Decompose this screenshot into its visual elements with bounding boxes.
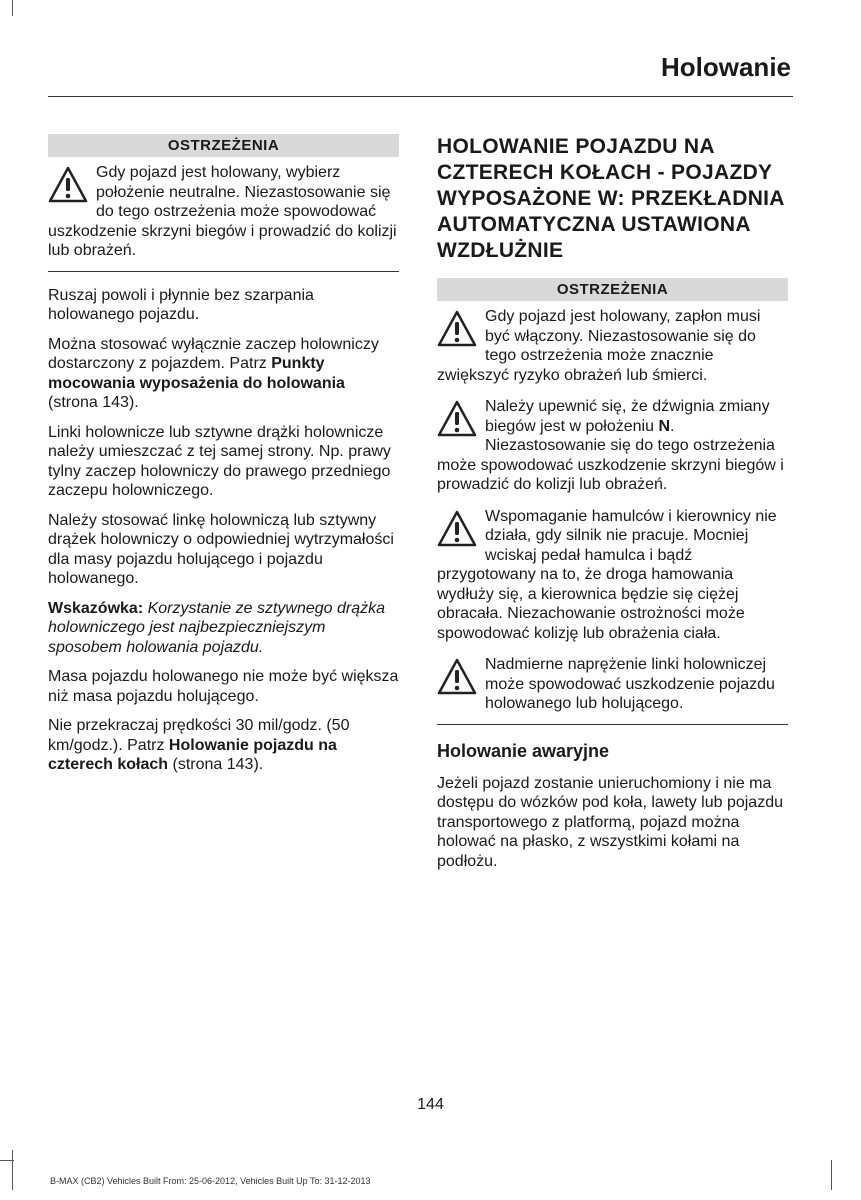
- page-number: 144: [417, 1096, 444, 1113]
- crop-mark: [12, 1150, 13, 1190]
- right-column: [437, 134, 788, 881]
- note: [48, 599, 399, 658]
- crop-mark: [12, 0, 13, 16]
- warning-text: Gdy pojazd jest holowany, wybierz położenie neutralne. Niezastosowanie się do tego ostrzeżenia może spowodować uszkodzenie skrzyni biegów i prowadzić do kolizji lub obrażeń.: [48, 164, 397, 259]
- warning-box: [437, 655, 788, 714]
- crop-mark: [0, 1160, 14, 1161]
- warnings-header: OSTRZEŻENIA: [48, 134, 399, 157]
- paragraph: Można stosować wyłącznie zaczep holowniczy dostarczony z pojazdem. Patrz Punkty mocowania wyposażenia do holowania (strona 143).: [48, 335, 379, 411]
- cross-reference-link[interactable]: Holowanie pojazdu na czterech kołach: [48, 736, 337, 773]
- warning-box: [437, 507, 788, 644]
- warning-box: [437, 397, 788, 495]
- paragraph: Należy stosować linkę holowniczą lub sztywny drążek holowniczy o odpowiedniej wytrzymałości dla masy pojazdu holującego i pojazdu holowanego.: [48, 511, 394, 587]
- paragraph: Ruszaj powoli i płynnie bez szarpania holowanego pojazdu.: [48, 286, 314, 323]
- note-text: Korzystanie ze sztywnego drążka holowniczego jest najbezpieczniejszym sposobem holowania pojazdu.: [48, 599, 386, 656]
- left-column: [48, 134, 399, 785]
- paragraph: Masa pojazdu holowanego nie może być większa niż masa pojazdu holującego.: [48, 668, 399, 705]
- section-title: HOLOWANIE POJAZDU NA CZTERECH KOŁACH - POJAZDY WYPOSAŻONE W: PRZEKŁADNIA AUTOMATYCZNA USTAWIONA WZDŁUŻNIE: [437, 135, 784, 262]
- warning-triangle-icon: [48, 165, 88, 205]
- warning-triangle-icon: [437, 309, 477, 349]
- divider: [437, 724, 788, 725]
- warning-box: [437, 307, 788, 385]
- divider: [48, 271, 399, 272]
- warning-text: Wspomaganie hamulców i kierownicy nie działa, gdy silnik nie pracuje. Mocniej wciskaj pedał hamulca i bądź przygotowany na to, że droga hamowania wydłuży się, a kierownica będzie się ciężej obracała. Niezachowanie ostrożności może spowodować kolizję lub obrażenia ciała.: [437, 507, 777, 642]
- warning-triangle-icon: [437, 399, 477, 439]
- paragraph: Nie przekraczaj prędkości 30 mil/godz. (50 km/godz.). Patrz Holowanie pojazdu na czterech kołach (strona 143).: [48, 717, 350, 773]
- paragraph: Jeżeli pojazd zostanie unieruchomiony i nie ma dostępu do wózków pod koła, lawety lub pojazdu transportowego z platformą, pojazd można holować na płasko, z wszystkimi kołami na podłożu.: [437, 774, 783, 870]
- warning-text: Gdy pojazd jest holowany, zapłon musi być włączony. Niezastosowanie się do tego ostrzeżenia może znacznie zwiększyć ryzyko obrażeń lub śmierci.: [437, 308, 761, 384]
- warnings-header: OSTRZEŻENIA: [437, 278, 788, 301]
- warning-box: [48, 163, 399, 261]
- subsection-title: Holowanie awaryjne: [437, 740, 610, 761]
- warning-triangle-icon: [437, 657, 477, 697]
- paragraph: Linki holownicze lub sztywne drążki holownicze należy umieszczać z tej samej strony. Np. prawy tylny zaczep holowniczy do prawego przedniego zaczepu holowniczego.: [48, 423, 391, 499]
- page-title: Holowanie: [660, 52, 791, 82]
- warning-text: Nadmierne naprężenie linki holowniczej może spowodować uszkodzenie pojazdu holowanego lub holującego.: [485, 656, 775, 712]
- cross-reference-link[interactable]: Punkty mocowania wyposażenia do holowania: [48, 355, 345, 392]
- title-rule: [48, 96, 793, 97]
- warning-triangle-icon: [437, 509, 477, 549]
- warning-text: Należy upewnić się, że dźwignia zmiany biegów jest w położeniu N. Niezastosowanie się do tego ostrzeżenia może spowodować uszkodzenie skrzyni biegów i prowadzić do kolizji lub obrażeń.: [437, 398, 784, 493]
- note-label: Wskazówka:: [48, 599, 144, 617]
- vehicle-info-footer: B-MAX (CB2) Vehicles Built From: 25-06-2012, Vehicles Built Up To: 31-12-2013: [50, 1176, 371, 1186]
- crop-mark: [831, 1160, 832, 1190]
